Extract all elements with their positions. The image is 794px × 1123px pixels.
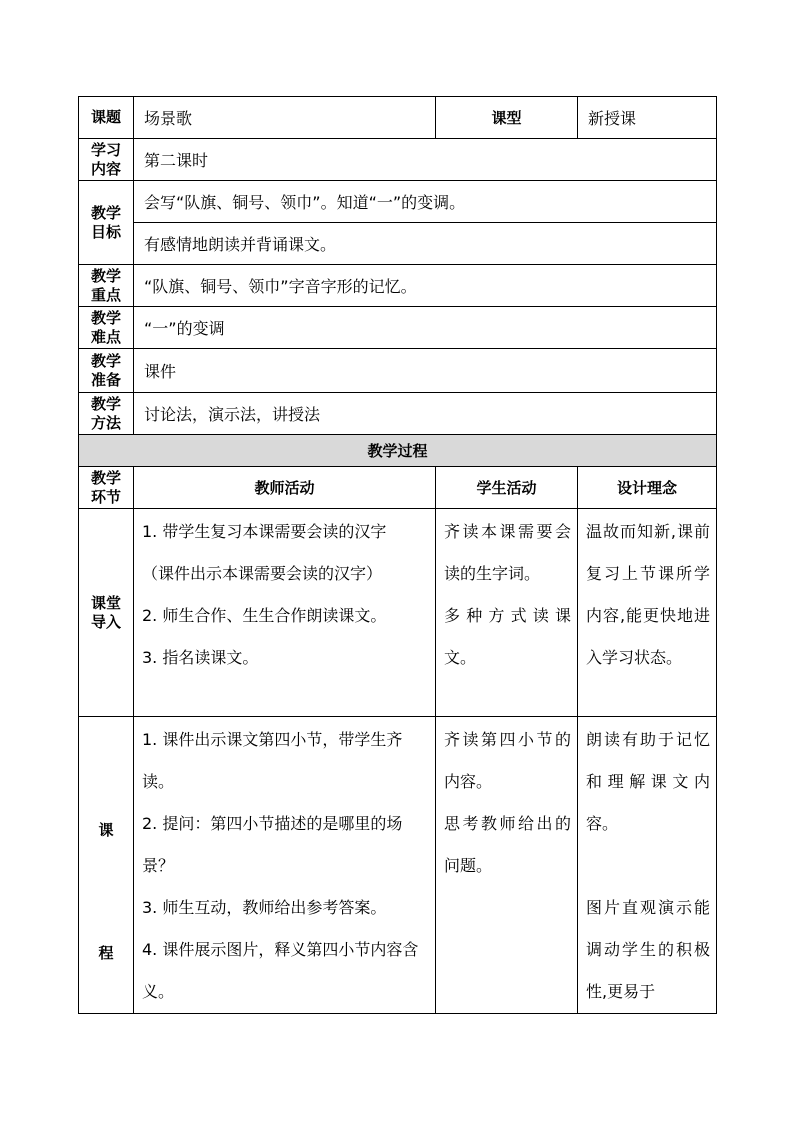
lesson-design-item2: 图片直观演示能调动学生的积极性,更易于 <box>586 898 710 1001</box>
key-value: “队旗、铜号、领巾”字音字形的记忆。 <box>134 265 717 307</box>
lesson-teacher <box>134 717 436 1014</box>
row-key <box>79 265 717 307</box>
row-method <box>79 393 717 435</box>
lesson-stage <box>79 717 134 1014</box>
method-label-line1: 教学 <box>90 394 121 413</box>
title-value: 场景歌 <box>134 97 436 139</box>
stage-header-line1: 教学 <box>90 468 121 487</box>
type-label: 课型 <box>436 97 578 139</box>
lesson-design <box>578 717 717 1014</box>
lesson-teacher-item3: 3. 师生互动，教师给出参考答案。 <box>142 898 387 917</box>
method-value: 讨论法，演示法，讲授法 <box>134 393 717 435</box>
key-label-line2: 重点 <box>90 285 121 304</box>
row-title <box>79 97 717 139</box>
goals-label-line1: 教学 <box>90 203 121 222</box>
design-header: 设计理念 <box>578 467 717 509</box>
intro-teacher-line4: 3. 指名读课文。 <box>142 648 259 667</box>
intro-teacher-line2: （课件出示本课需要会读的汉字） <box>142 564 383 583</box>
content-value: 第二课时 <box>134 139 717 181</box>
method-label-line2: 方法 <box>90 413 121 432</box>
lesson-stage-char1: 课 <box>98 821 114 839</box>
row-process-headers <box>79 467 717 509</box>
row-difficulty <box>79 307 717 349</box>
lesson-teacher-item2: 2. 提问：第四小节描述的是哪里的场景？ <box>142 814 403 875</box>
method-label <box>79 393 134 435</box>
intro-stage-line2: 导入 <box>90 612 121 631</box>
goals-label <box>79 181 134 265</box>
intro-teacher-line3: 2. 师生合作、生生合作朗读课文。 <box>142 606 387 625</box>
intro-stage <box>79 509 134 717</box>
goals-value-2: 有感情地朗读并背诵课文。 <box>134 223 717 265</box>
row-process-title <box>79 435 717 467</box>
stage-header <box>79 467 134 509</box>
intro-student <box>436 509 578 717</box>
intro-teacher <box>134 509 436 717</box>
lesson-teacher-item1: 1. 课件出示课文第四小节，带学生齐读。 <box>142 730 403 791</box>
difficulty-label <box>79 307 134 349</box>
intro-student-item1: 齐读本课需要会读的生字词。 <box>444 522 571 583</box>
content-label-line1: 学习 <box>90 140 121 159</box>
row-goals-1 <box>79 181 717 223</box>
lesson-plan-table <box>78 96 717 1014</box>
intro-stage-line1: 课堂 <box>90 593 121 612</box>
key-label-line1: 教学 <box>90 266 121 285</box>
intro-student-item2: 多种方式读课文。 <box>444 606 571 667</box>
difficulty-label-line2: 难点 <box>90 327 121 346</box>
goals-label-line2: 目标 <box>90 222 121 241</box>
prep-label-line1: 教学 <box>90 351 121 370</box>
lesson-design-gap <box>586 845 710 887</box>
type-value: 新授课 <box>578 97 717 139</box>
row-content <box>79 139 717 181</box>
content-label <box>79 139 134 181</box>
prep-value: 课件 <box>134 349 717 393</box>
difficulty-label-line1: 教学 <box>90 308 121 327</box>
row-goals-2 <box>79 223 717 265</box>
prep-label-line2: 准备 <box>90 370 121 389</box>
title-label: 课题 <box>79 97 134 139</box>
lesson-teacher-item4: 4. 课件展示图片，释义第四小节内容含义。 <box>142 940 419 1001</box>
student-header: 学生活动 <box>436 467 578 509</box>
lesson-design-item1: 朗读有助于记忆和理解课文内容。 <box>586 730 710 833</box>
intro-design <box>578 509 717 717</box>
intro-design-item1: 温故而知新,课前复习上节课所学内容,能更快地进入学习状态。 <box>586 522 710 667</box>
teacher-header: 教师活动 <box>134 467 436 509</box>
lesson-student-item1: 齐读第四小节的内容。 <box>444 730 571 791</box>
lesson-stage-char2: 程 <box>98 944 114 962</box>
row-lesson <box>79 717 717 1014</box>
stage-header-line2: 环节 <box>90 487 121 506</box>
difficulty-value: “一”的变调 <box>134 307 717 349</box>
key-label <box>79 265 134 307</box>
goals-value-1: 会写“队旗、铜号、领巾”。知道“一”的变调。 <box>134 181 717 223</box>
row-intro <box>79 509 717 717</box>
lesson-student-item2: 思考教师给出的问题。 <box>444 814 571 875</box>
content-label-line2: 内容 <box>90 159 121 178</box>
intro-teacher-line1: 1. 带学生复习本课需要会读的汉字 <box>142 522 387 541</box>
process-title: 教学过程 <box>79 435 717 467</box>
prep-label <box>79 349 134 393</box>
lesson-student <box>436 717 578 1014</box>
row-prep <box>79 349 717 393</box>
